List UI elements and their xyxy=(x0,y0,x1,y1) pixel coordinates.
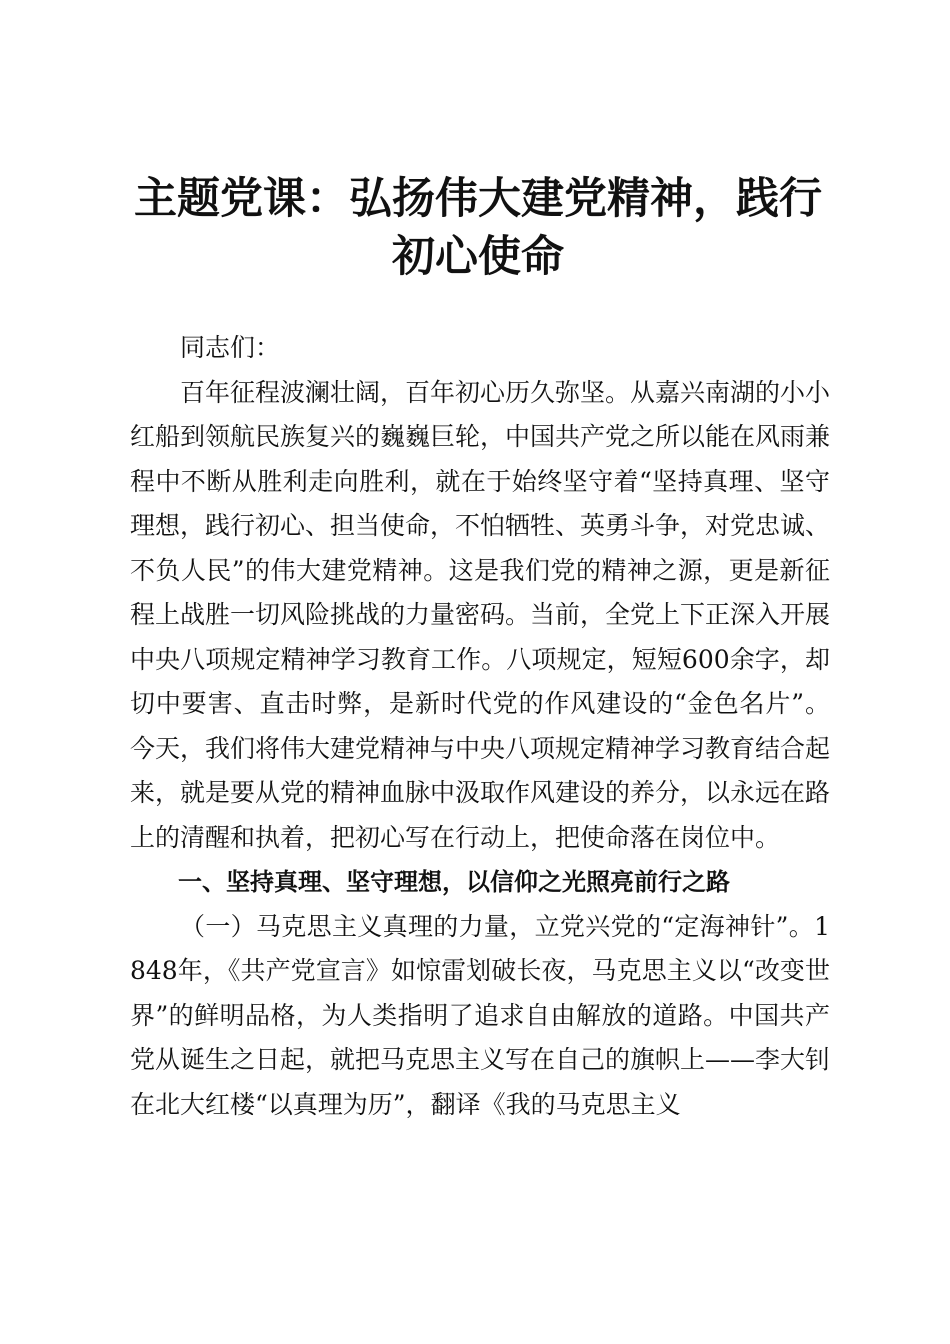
intro-paragraph: 百年征程波澜壮阔，百年初心历久弥坚。从嘉兴南湖的小小红船到领航民族复兴的巍巍巨轮，中国共产党之所以能在风雨兼程中不断从胜利走向胜利，就在于始终坚守着“坚持真理、坚守理想，践行初心、担当使命，不怕牺牲、英勇斗争，对党忠诚、不负人民”的伟大建党精神。这是我们党的精神之源，更是新征程上战胜一切风险挑战的力量密码。当前，全党上下正深入开展中央八项规定精神学习教育工作。八项规定，短短600余字，却切中要害、直击时弊，是新时代党的作风建设的“金色名片”。今天，我们将伟大建党精神与中央八项规定精神学习教育结合起来，就是要从党的精神血脉中汲取作风建设的养分，以永远在路上的清醒和执着，把初心写在行动上，把使命落在岗位中。 xyxy=(130,377,831,852)
section-heading: 一、坚持真理、坚守理想，以信仰之光照亮前行之路 xyxy=(178,868,730,896)
document-title: 主题党课：弘扬伟大建党精神，践行初心使命 xyxy=(134,174,822,282)
salutation: 同志们： xyxy=(180,333,281,362)
subsection-paragraph: （一）马克思主义真理的力量，立党兴党的“定海神针”。1848年，《共产党宣言》如惊雷划破长夜，马克思主义以“改变世界”的鲜明品格，为人类指明了追求自由解放的道路。中国共产党从诞生之日起，就把马克思主义写在自己的旗帜上——李大钊在北大红楼“以真理为历”，翻译《我的马克思主义 xyxy=(130,911,831,1119)
document-body xyxy=(130,326,830,1127)
